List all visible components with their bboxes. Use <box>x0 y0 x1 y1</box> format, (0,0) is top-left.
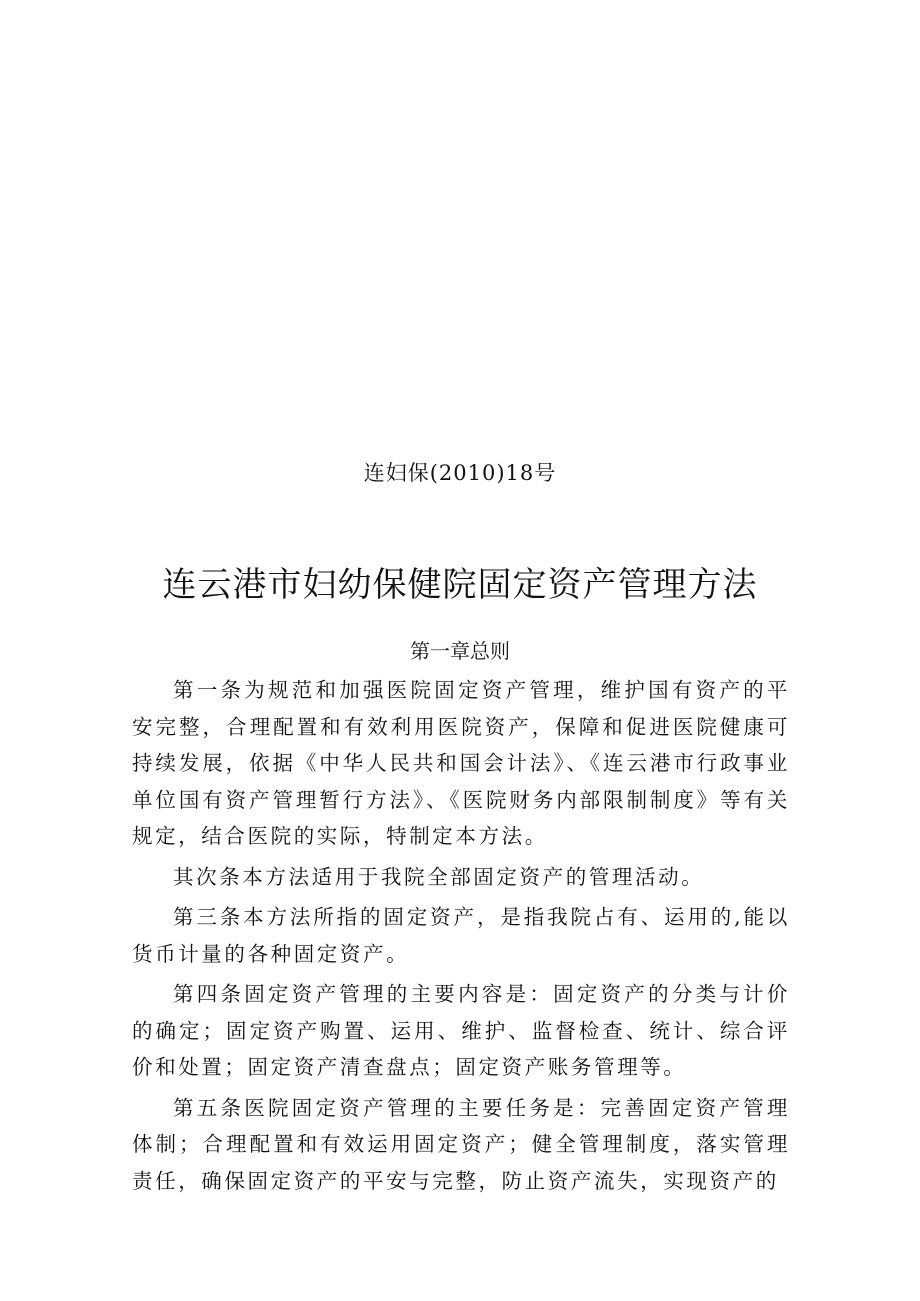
body-text <box>132 672 790 1203</box>
paragraph-article-5: 第五条医院固定资产管理的主要任务是：完善固定资产管理体制；合理配置和有效运用固定资产；健全管理制度，落实管理责任，确保固定资产的平安与完整，防止资产流失，实现资产的 <box>132 1095 790 1193</box>
chapter-heading: 第一章总则 <box>410 639 510 663</box>
document-title: 连云港市妇幼保健院固定资产管理方法 <box>162 565 758 605</box>
document-number: 连妇保(2010)18号 <box>363 461 557 485</box>
paragraph-article-4: 第四条固定资产管理的主要内容是：固定资产的分类与计价的确定；固定资产购置、运用、维护、监督检查、统计、综合评价和处置；固定资产清查盘点；固定资产账务管理等。 <box>132 982 790 1079</box>
paragraph-article-3: 第三条本方法所指的固定资产，是指我院占有、运用的,能以货币计量的各种固定资产。 <box>132 905 790 966</box>
paragraph-article-2: 其次条本方法适用于我院全部固定资产的管理活动。 <box>173 864 705 889</box>
paragraph-article-1: 第一条为规范和加强医院固定资产管理，维护国有资产的平安完整，合理配置和有效利用医院资产，保障和促进医院健康可持续发展，依据《中华人民共和国会计法》、《连云港市行政事业单位国有资产管理暂行方法》、《医院财务内部限制制度》等有关规定，结合医院的实际，特制定本方法。 <box>132 678 790 848</box>
